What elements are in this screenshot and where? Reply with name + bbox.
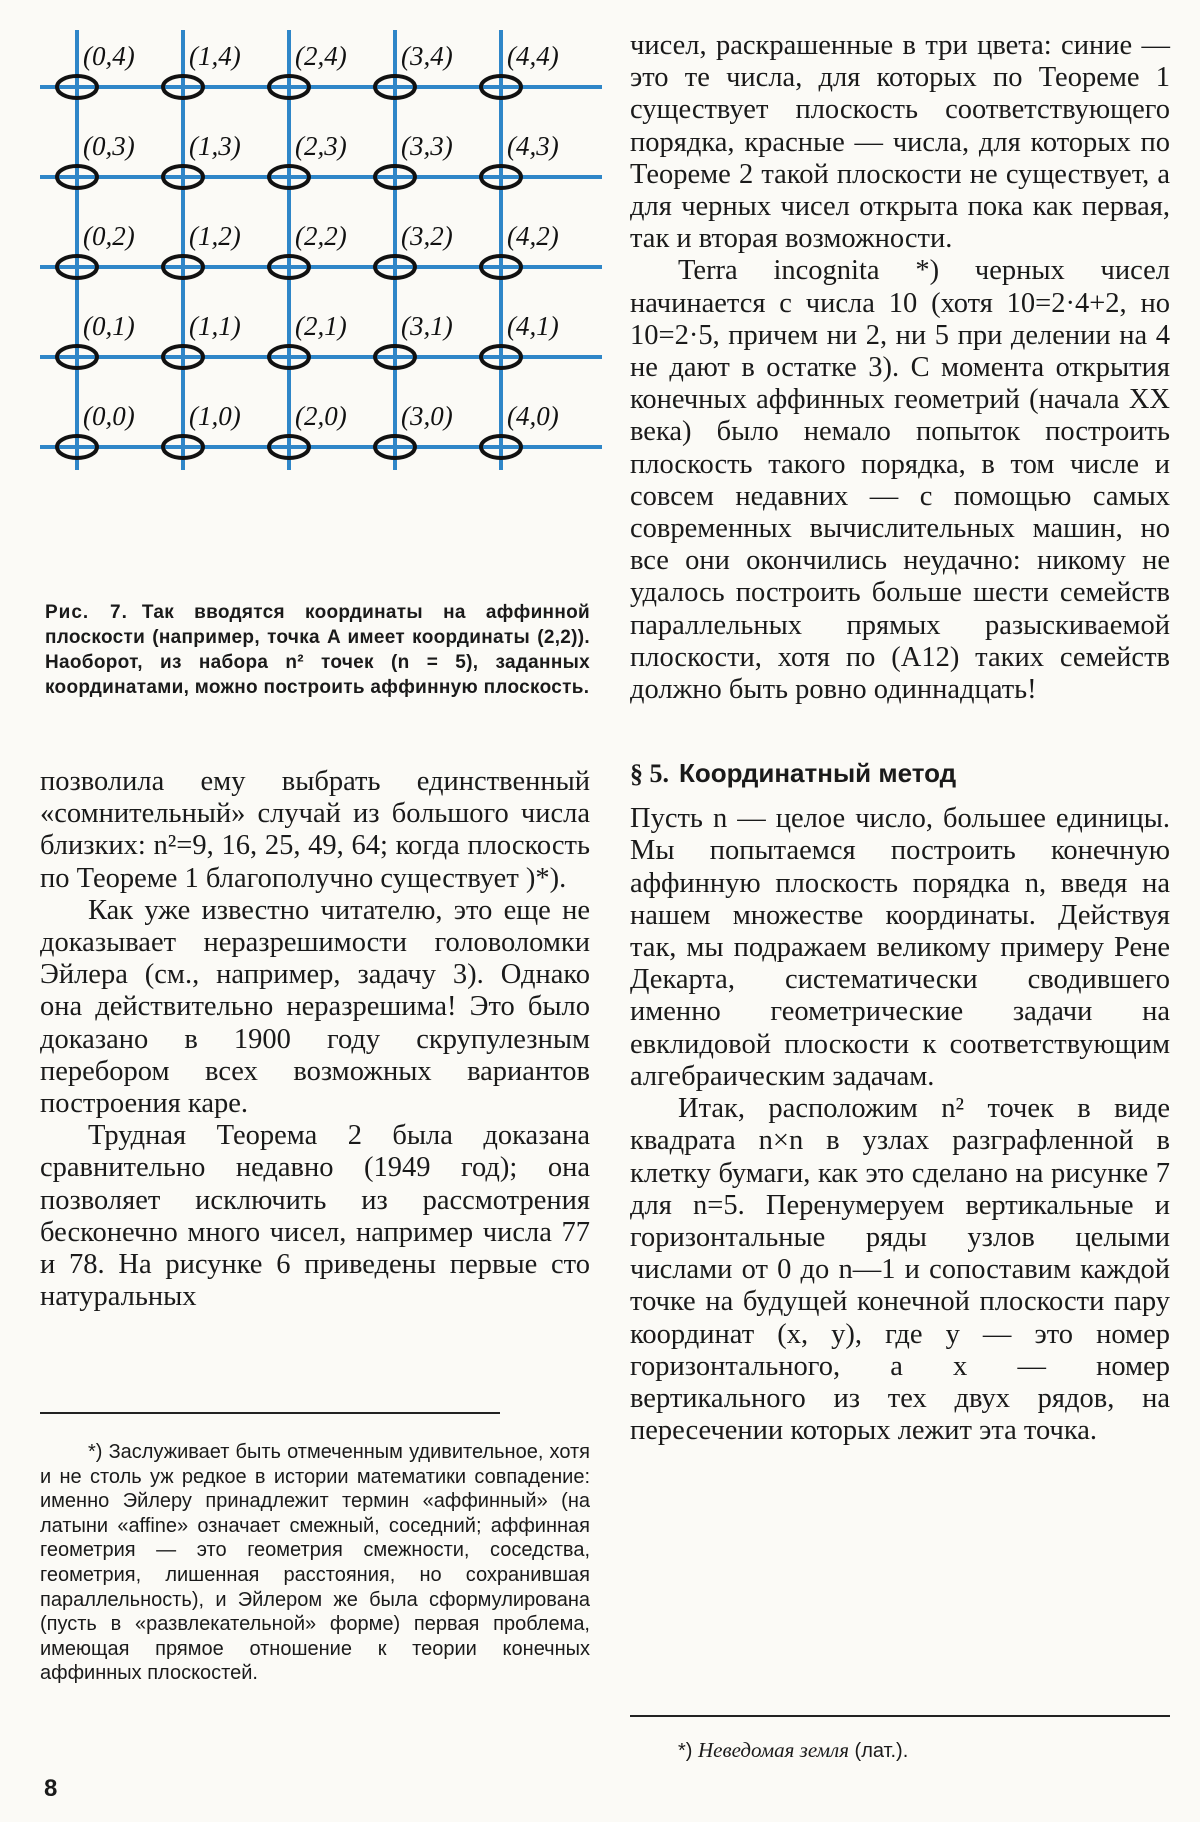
page-number: 8 <box>44 1775 58 1802</box>
footnote-right <box>630 1738 1170 1764</box>
right-paragraph-3: Пусть n — целое число, большее единицы. Мы попытаемся построить конечную аффинную плоскость порядка n, введя на нашем множестве координаты. Действуя так, мы подражаем великому примеру Рене Декарта, систематически сводившего именно геометрические задачи на евклидовой плоскости к соответствующим алгебраическим задачам. <box>630 803 1170 1092</box>
grid-node-label: (0,2) <box>83 221 135 251</box>
footnote-right-mark: *) <box>678 1740 693 1762</box>
grid-node-label: (0,0) <box>83 401 135 431</box>
right-paragraph-2: Terra incognita *) черных чисел начинается с числа 10 (хотя 10=2·4+2, но 10=2·5, причем ни 2, ни 5 при делении на 4 не дают в остатке 3). С момента открытия конечных аффинных геометрий (начала XX века) было немало попыток построить плоскость такого порядка, в том числе и совсем недавних — с помощью самых современных вычислительных машин, но все они окончились неудачно: никому не удалось построить больше шести семейств параллельных прямых разыскиваемой плоскости, хотя по (A12) таких семейств должно быть ровно одиннадцать! <box>630 255 1170 706</box>
footnote-right-text: Неведомая земля <box>698 1738 849 1762</box>
grid-node-label: (0,1) <box>83 311 135 341</box>
section-number: § 5. <box>630 759 669 789</box>
grid-svg <box>40 30 610 550</box>
grid-node-label: (4,0) <box>507 401 559 431</box>
caption-text: Так вводятся координаты на аффинной плоскости (например, точка A имеет координаты (2,2)). Наоборот, из набора n² точек (n = 5), заданных координатами, можно построить аффинную плоскость. <box>45 602 590 698</box>
grid-node-label: (4,4) <box>507 41 559 71</box>
right-paragraph-4: Итак, расположим n² точек в виде квадрата n×n в узлах разграфленной в клетку бумаги, как это сделано на рисунке 7 для n=5. Перенумеруем вертикальные и горизонтальные ряды узлов целыми числами от 0 до n—1 и сопоставим каждой точке на будущей конечной плоскости пару координат (x, y), где y — это номер горизонтального, а x — номер вертикального из тех двух рядов, на пересечении которых лежит эта точка. <box>630 1093 1170 1447</box>
grid-node-label: (0,4) <box>83 41 135 71</box>
grid-node-label: (1,3) <box>189 131 241 161</box>
grid-node-label: (3,0) <box>401 401 453 431</box>
grid-node-label: (2,0) <box>295 401 347 431</box>
grid-node-label: (2,4) <box>295 41 347 71</box>
right-paragraph-1: чисел, раскрашенные в три цвета: синие — это те числа, для которых по Теореме 1 существует плоскость соответствующего порядка, красные — числа, для которых по Теореме 2 такой плоскости не существует, а для черных чисел открыта пока как первая, так и вторая возможности. <box>630 30 1170 255</box>
footnote-divider-left <box>40 1412 500 1414</box>
left-column <box>40 766 590 1313</box>
grid-node-label: (2,2) <box>295 221 347 251</box>
section-title: Координатный метод <box>679 758 957 789</box>
left-paragraph-1: позволила ему выбрать единственный «сомнительный» случай из большого числа близких: n²=9, 16, 25, 49, 64; когда плоскость по Теореме 1 благополучно существует )*). <box>40 766 590 894</box>
grid-node-label: (1,4) <box>189 41 241 71</box>
grid-node-label: (4,3) <box>507 131 559 161</box>
footnote-left: *) Заслуживает быть отмеченным удивительное, хотя и не столь уж редкое в истории математики совпадение: именно Эйлеру принадлежит термин «аффинный» (на латыни «affine» означает смежный, соседний; аффинная геометрия — это геометрия смежности, соседства, геометрия, лишенная расстояния, но сохранившая параллельность), и Эйлером же была сформулирована (пусть в «развлекательной» форме) первая проблема, имеющая прямое отношение к теории конечных аффинных плоскостей. <box>40 1441 590 1685</box>
grid-node-label: (1,2) <box>189 221 241 251</box>
right-column <box>630 30 1170 1447</box>
figure-caption <box>45 600 590 700</box>
section-heading <box>630 758 1170 789</box>
caption-label: Рис. 7. <box>45 602 128 623</box>
grid-node-label: (0,3) <box>83 131 135 161</box>
left-paragraph-3: Трудная Теорема 2 была доказана сравнительно недавно (1949 год); она позволяет исключить из рассмотрения бесконечно много чисел, например числа 77 и 78. На рисунке 6 приведены первые сто натуральных <box>40 1120 590 1313</box>
grid-node-label: (1,0) <box>189 401 241 431</box>
figure-7-grid <box>40 30 610 550</box>
grid-node-label: (3,4) <box>401 41 453 71</box>
footnote-divider-right <box>630 1715 1170 1717</box>
left-paragraph-2: Как уже известно читателю, это еще не доказывает неразрешимости головоломки Эйлера (см., например, задачу 3). Однако она действительно неразрешима! Это было доказано в 1900 году скрупулезным перебором всех возможных вариантов построения каре. <box>40 894 590 1120</box>
grid-node-label: (2,3) <box>295 131 347 161</box>
grid-node-label: (4,2) <box>507 221 559 251</box>
grid-node-label: (2,1) <box>295 311 347 341</box>
grid-node-label: (4,1) <box>507 311 559 341</box>
grid-node-label: (3,3) <box>401 131 453 161</box>
grid-node-label: (1,1) <box>189 311 241 341</box>
grid-node-label: (3,2) <box>401 221 453 251</box>
grid-node-label: (3,1) <box>401 311 453 341</box>
footnote-right-suffix: (лат.). <box>854 1740 909 1762</box>
